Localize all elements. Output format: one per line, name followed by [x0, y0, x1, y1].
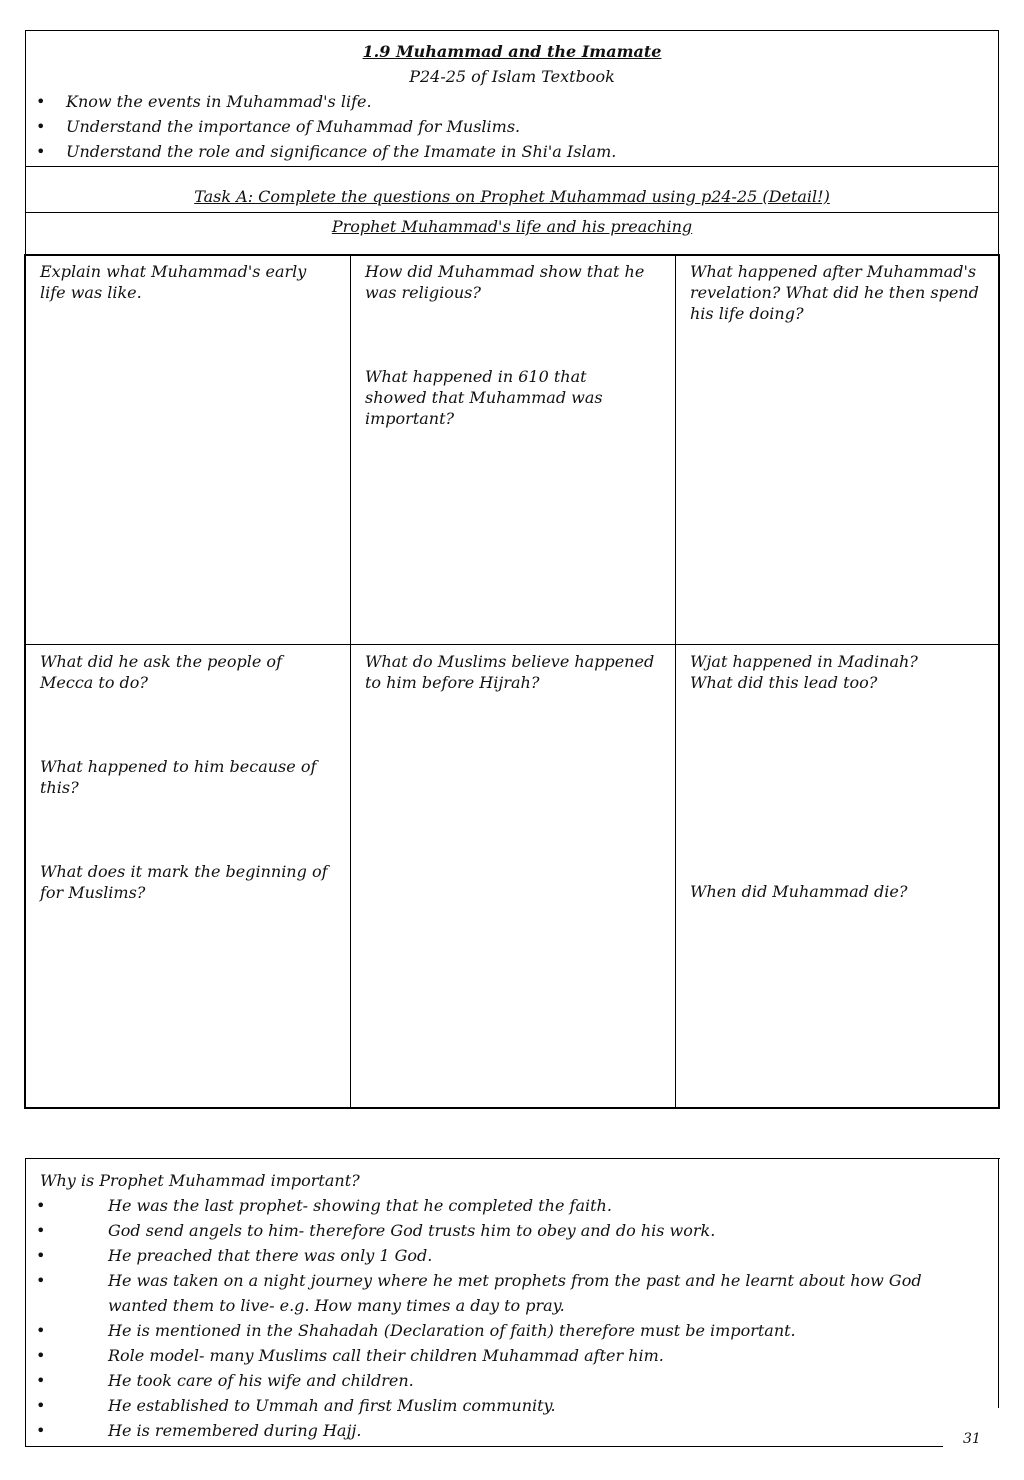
question-death: When did Muhammad die? [690, 882, 908, 901]
why-item-text: He is remembered during Hajj. [108, 1421, 362, 1440]
box-border [25, 1446, 943, 1447]
question-madinah: Wjat happened in Madinah? [690, 652, 918, 671]
why-item [36, 1368, 976, 1393]
question-ask-mecca: What did he ask the people of Mecca to do? [40, 652, 282, 692]
why-item-text: Role model- many Muslims call their children Muhammad after him. [108, 1346, 664, 1365]
bullet-icon: • [36, 1246, 46, 1265]
question-610: What happened in 610 that showed that Muhammad was important? [365, 367, 603, 428]
why-item-text: He is mentioned in the Shahadah (Declaration of faith) therefore must be important. [108, 1321, 796, 1340]
question-because-of-this: What happened to him because of this? [40, 757, 317, 797]
section-header [25, 212, 999, 255]
bullet-icon: • [36, 1221, 46, 1240]
objective-text: Know the events in Muhammad's life. [66, 92, 372, 111]
why-item-text: He took care of his wife and children. [108, 1371, 414, 1390]
bullet-icon: • [36, 1321, 46, 1340]
task-title: Task A: Complete the questions on Prophet Muhammad using p24-25 (Detail!) [194, 187, 830, 206]
why-item-text: God send angels to him- therefore God trusts him to obey and do his work. [108, 1221, 716, 1240]
question-after-revelation: What happened after Muhammad's revelation? What did he then spend his life doing? [690, 262, 979, 323]
why-item [36, 1243, 976, 1268]
why-item [36, 1268, 976, 1318]
question-lead-to: What did this lead too? [690, 673, 878, 692]
column-divider [675, 256, 676, 1107]
header-box [25, 30, 999, 167]
bullet-icon: • [36, 1271, 46, 1290]
bullet-icon: • [36, 1371, 46, 1390]
why-item [36, 1418, 976, 1443]
box-border [998, 1158, 999, 1408]
why-item [36, 1193, 976, 1218]
objective-text: Understand the importance of Muhammad for Muslims. [66, 117, 521, 136]
question-grid [24, 254, 1000, 1109]
why-item [36, 1218, 976, 1243]
objectives-list [36, 89, 616, 164]
page-title: 1.9 Muhammad and the Imamate [362, 42, 662, 61]
why-item-text: He was taken on a night journey where he met prophets from the past and he learnt about how God wanted them to live- e.g. How many times a day to pray. [108, 1271, 922, 1315]
objective-text: Understand the role and significance of the Imamate in Shi'a Islam. [66, 142, 617, 161]
bullet-icon: • [36, 117, 46, 136]
bullet-icon: • [36, 1396, 46, 1415]
question-religious: How did Muhammad show that he was religious? [365, 262, 645, 302]
bullet-icon: • [36, 92, 46, 111]
why-list [36, 1193, 976, 1443]
row-divider [26, 644, 998, 645]
bullet-icon: • [36, 1346, 46, 1365]
bullet-icon: • [36, 142, 46, 161]
why-item [36, 1343, 976, 1368]
why-item-text: He preached that there was only 1 God. [108, 1246, 433, 1265]
task-box [25, 167, 999, 213]
section-title: Prophet Muhammad's life and his preaching [331, 217, 693, 236]
why-item [36, 1393, 976, 1418]
bullet-icon: • [36, 1196, 46, 1215]
question-early-life: Explain what Muhammad's early life was like. [40, 262, 307, 302]
bullet-icon: • [36, 1421, 46, 1440]
why-heading: Why is Prophet Muhammad important? [40, 1171, 360, 1190]
question-before-hijrah: What do Muslims believe happened to him before Hijrah? [365, 652, 655, 692]
column-divider [350, 256, 351, 1107]
why-item-text: He established to Ummah and first Muslim community. [108, 1396, 556, 1415]
page-subtitle: P24-25 of Islam Textbook [409, 67, 615, 86]
question-mark-beginning: What does it mark the beginning of for Muslims? [40, 862, 328, 902]
objective-item [36, 114, 616, 139]
why-item [36, 1318, 976, 1343]
objective-item [36, 139, 616, 164]
objective-item [36, 89, 616, 114]
page-number: 31 [963, 1431, 981, 1447]
why-item-text: He was the last prophet- showing that he completed the faith. [108, 1196, 612, 1215]
